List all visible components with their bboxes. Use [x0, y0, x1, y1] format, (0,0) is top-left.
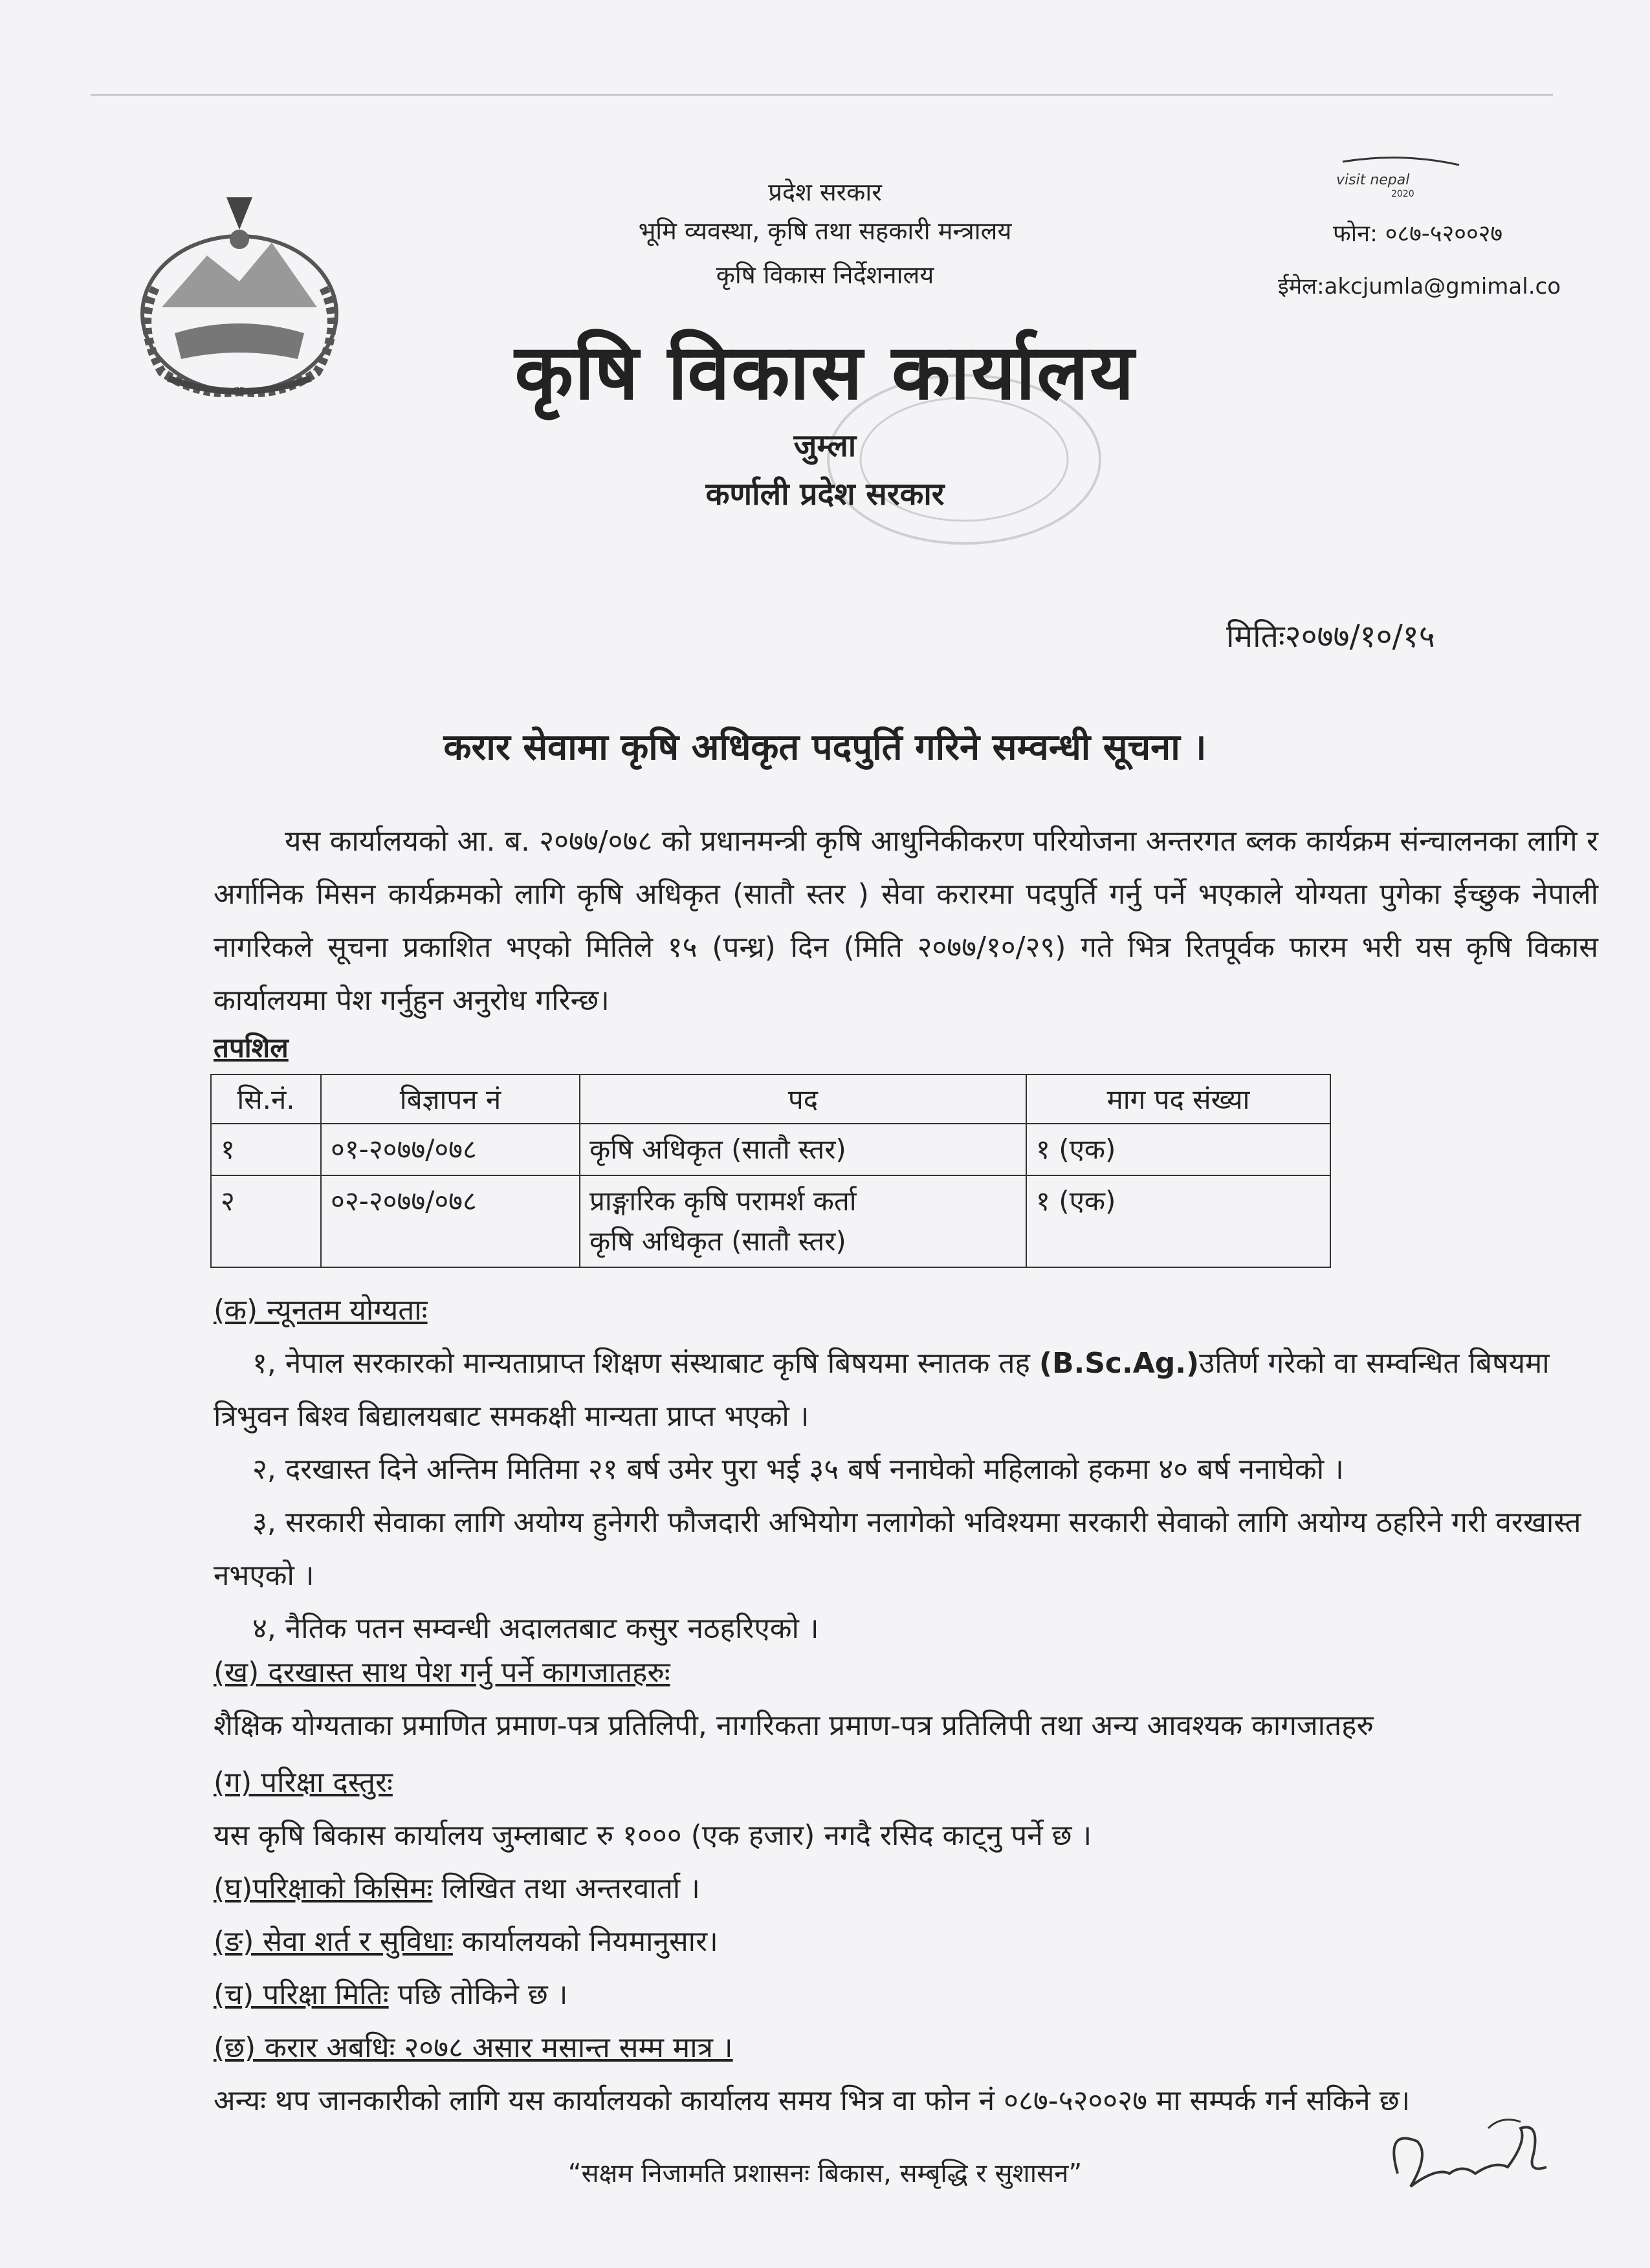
- table-row: [211, 1124, 1330, 1175]
- table-row: [211, 1175, 1330, 1267]
- email-address: ईमेल:akcjumla@gmimal.co: [1278, 274, 1561, 300]
- col-header-count: माग पद संख्या: [1026, 1074, 1330, 1124]
- exam-date-line: [214, 1968, 1598, 2022]
- district-label: जुम्ला: [793, 428, 857, 464]
- qualification-item-2: २, दरखास्त दिने अन्तिम मितिमा २१ बर्ष उमेर पुरा भई ३५ बर्ष ननाघेको महिलाको हकमा ४० बर्ष ननाघेको ।: [252, 1453, 1344, 1486]
- vacancy-table: [210, 1074, 1331, 1268]
- qualification-item-1: [214, 1337, 1598, 1443]
- exam-type-line: [214, 1862, 1598, 1915]
- exam-date-value: पछि तोकिने छ ।: [388, 1978, 568, 2011]
- ministry-label: भूमि व्यवस्था, कृषि तथा सहकारी मन्त्रालय: [638, 217, 1012, 245]
- service-line: [214, 1915, 1598, 1968]
- exam-type-label: (घ)परिक्षाको किसिमः: [214, 1872, 433, 1905]
- exam-type-value: लिखित तथा अन्तरवार्ता ।: [432, 1872, 700, 1905]
- service-value: कार्यालयको नियमानुसार।: [452, 1925, 718, 1958]
- cell-post: [580, 1175, 1026, 1267]
- col-header-sn: सि.नं.: [211, 1074, 321, 1124]
- qualification-item-1-a: १, नेपाल सरकारको मान्यताप्राप्त शिक्षण संस्थाबाट कृषि बिषयमा स्नातक तह: [252, 1347, 1030, 1380]
- qualification-item-4: ४, नैतिक पतन सम्वन्धी अदालतबाट कसुर नठहरिएको ।: [252, 1612, 819, 1645]
- contract-label: (छ) करार अबधिः २०७८ असार मसान्त सम्म मात्र ।: [214, 2031, 733, 2064]
- cell-sn: १: [211, 1124, 321, 1175]
- cell-count: १ (एक): [1026, 1124, 1330, 1175]
- qualification-item-3: ३, सरकारी सेवाका लागि अयोग्य हुनेगरी फौजदारी अभियोग नलागेको भविश्यमा सरकारी सेवाको लागि अयोग्य ठहरिने गरी वरखास्त नभएको ।: [214, 1506, 1581, 1592]
- cell-adno: ०२-२०७७/०७८: [321, 1175, 580, 1267]
- cell-post: कृषि अधिकृत (सातौ स्तर): [580, 1124, 1026, 1175]
- table-header-row: [211, 1074, 1330, 1124]
- fee-text: यस कृषि बिकास कार्यालय जुम्लाबाट रु १००० (एक हजार) नगदै रसिद काट्नु पर्ने छ ।: [214, 1819, 1092, 1852]
- fee-heading: (ग) परिक्षा दस्तुरः: [214, 1766, 393, 1799]
- directorate-label: कृषि विकास निर्देशनालय: [716, 261, 934, 289]
- qualification-degree: (B.Sc.Ag.): [1039, 1347, 1200, 1380]
- documents-heading: (ख) दरखास्त साथ पेश गर्नु पर्ने कागजातहरुः: [214, 1656, 670, 1689]
- other-info: अन्यः थप जानकारीको लागि यस कार्यालयको कार्यालय समय भित्र वा फोन नं ०८७-५२००२७ मा सम्पर्क गर्न सकिने छ।: [214, 2084, 1411, 2117]
- contract-line: [214, 2022, 1598, 2075]
- cell-adno: ०१-२०७७/०७८: [321, 1124, 580, 1175]
- documents-text: शैक्षिक योग्यताका प्रमाणित प्रमाण-पत्र प्रतिलिपी, नागरिकता प्रमाण-पत्र प्रतिलिपी तथा अन्य आवश्यक कागजातहरु: [214, 1709, 1374, 1742]
- table-caption: तपशिल: [214, 1032, 289, 1063]
- qualification-heading: (क) न्यूनतम योग्यताः: [214, 1294, 428, 1327]
- intro-paragraph: यस कार्यालयको आ. ब. २०७७/०७८ को प्रधानमन्त्री कृषि आधुनिकीकरण परियोजना अन्तरगत ब्लक कार्यक्रम संन्चालनका लागि र अर्गानिक मिसन कार्यक्रमको लागि कृषि अधिकृत (सातौ स्तर ) सेवा करारमा पदपुर्ति गर्नु पर्ने भएकाले योग्यता पुगेका ईच्छुक नेपाली नागरिकले सूचना प्रकाशित भएको मितिले १५ (पन्ध्र) दिन (मिति २०७७/१०/२९) गते भित्र रितपूर्वक फारम भरी यस कृषि विकास कार्यालयमा पेश गर्नुहुन अनुरोध गरिन्छ।: [214, 825, 1598, 1017]
- office-name: कृषि विकास कार्यालय: [514, 327, 1136, 417]
- col-header-adno: बिज्ञापन नं: [321, 1074, 580, 1124]
- qualification-item-1-b: उतिर्ण गरेको वा सम्वन्धित बिषयमा त्रिभुवन बिश्व बिद्यालयबाट समकक्षी मान्यता प्राप्त भएको ।: [214, 1347, 1550, 1433]
- col-header-post: पद: [580, 1074, 1026, 1124]
- svg-text:2020: 2020: [1391, 189, 1414, 199]
- cell-count: १ (एक): [1026, 1175, 1330, 1267]
- notice-title: करार सेवामा कृषि अधिकृत पदपुर्ति गरिने सम्वन्धी सूचना ।: [443, 726, 1207, 769]
- province-label: कर्णाली प्रदेश सरकार: [705, 476, 945, 512]
- exam-date-label: (च) परिक्षा मितिः: [214, 1978, 389, 2011]
- documents-section: [214, 1646, 1598, 2128]
- qualification-section: [214, 1284, 1598, 1655]
- notice-date: मितिः२०७७/१०/१५: [1226, 618, 1435, 655]
- svg-text:visit nepal: visit nepal: [1336, 172, 1410, 188]
- service-label: (ङ) सेवा शर्त र सुविधाः: [214, 1925, 453, 1958]
- motto: “सक्षम निजामति प्रशासनः बिकास, सम्बृद्धि र सुशासन”: [567, 2159, 1083, 2188]
- cell-sn: २: [211, 1175, 321, 1267]
- cell-post-line1: प्राङ्गारिक कृषि परामर्श कर्ता: [589, 1185, 857, 1217]
- phone-number: फोन: ०८७-५२००२७: [1333, 221, 1503, 247]
- top-rule: [91, 94, 1553, 96]
- cell-post-line2: कृषि अधिकृत (सातौ स्तर): [589, 1225, 846, 1257]
- govt-label: प्रदेश सरकार: [768, 178, 882, 206]
